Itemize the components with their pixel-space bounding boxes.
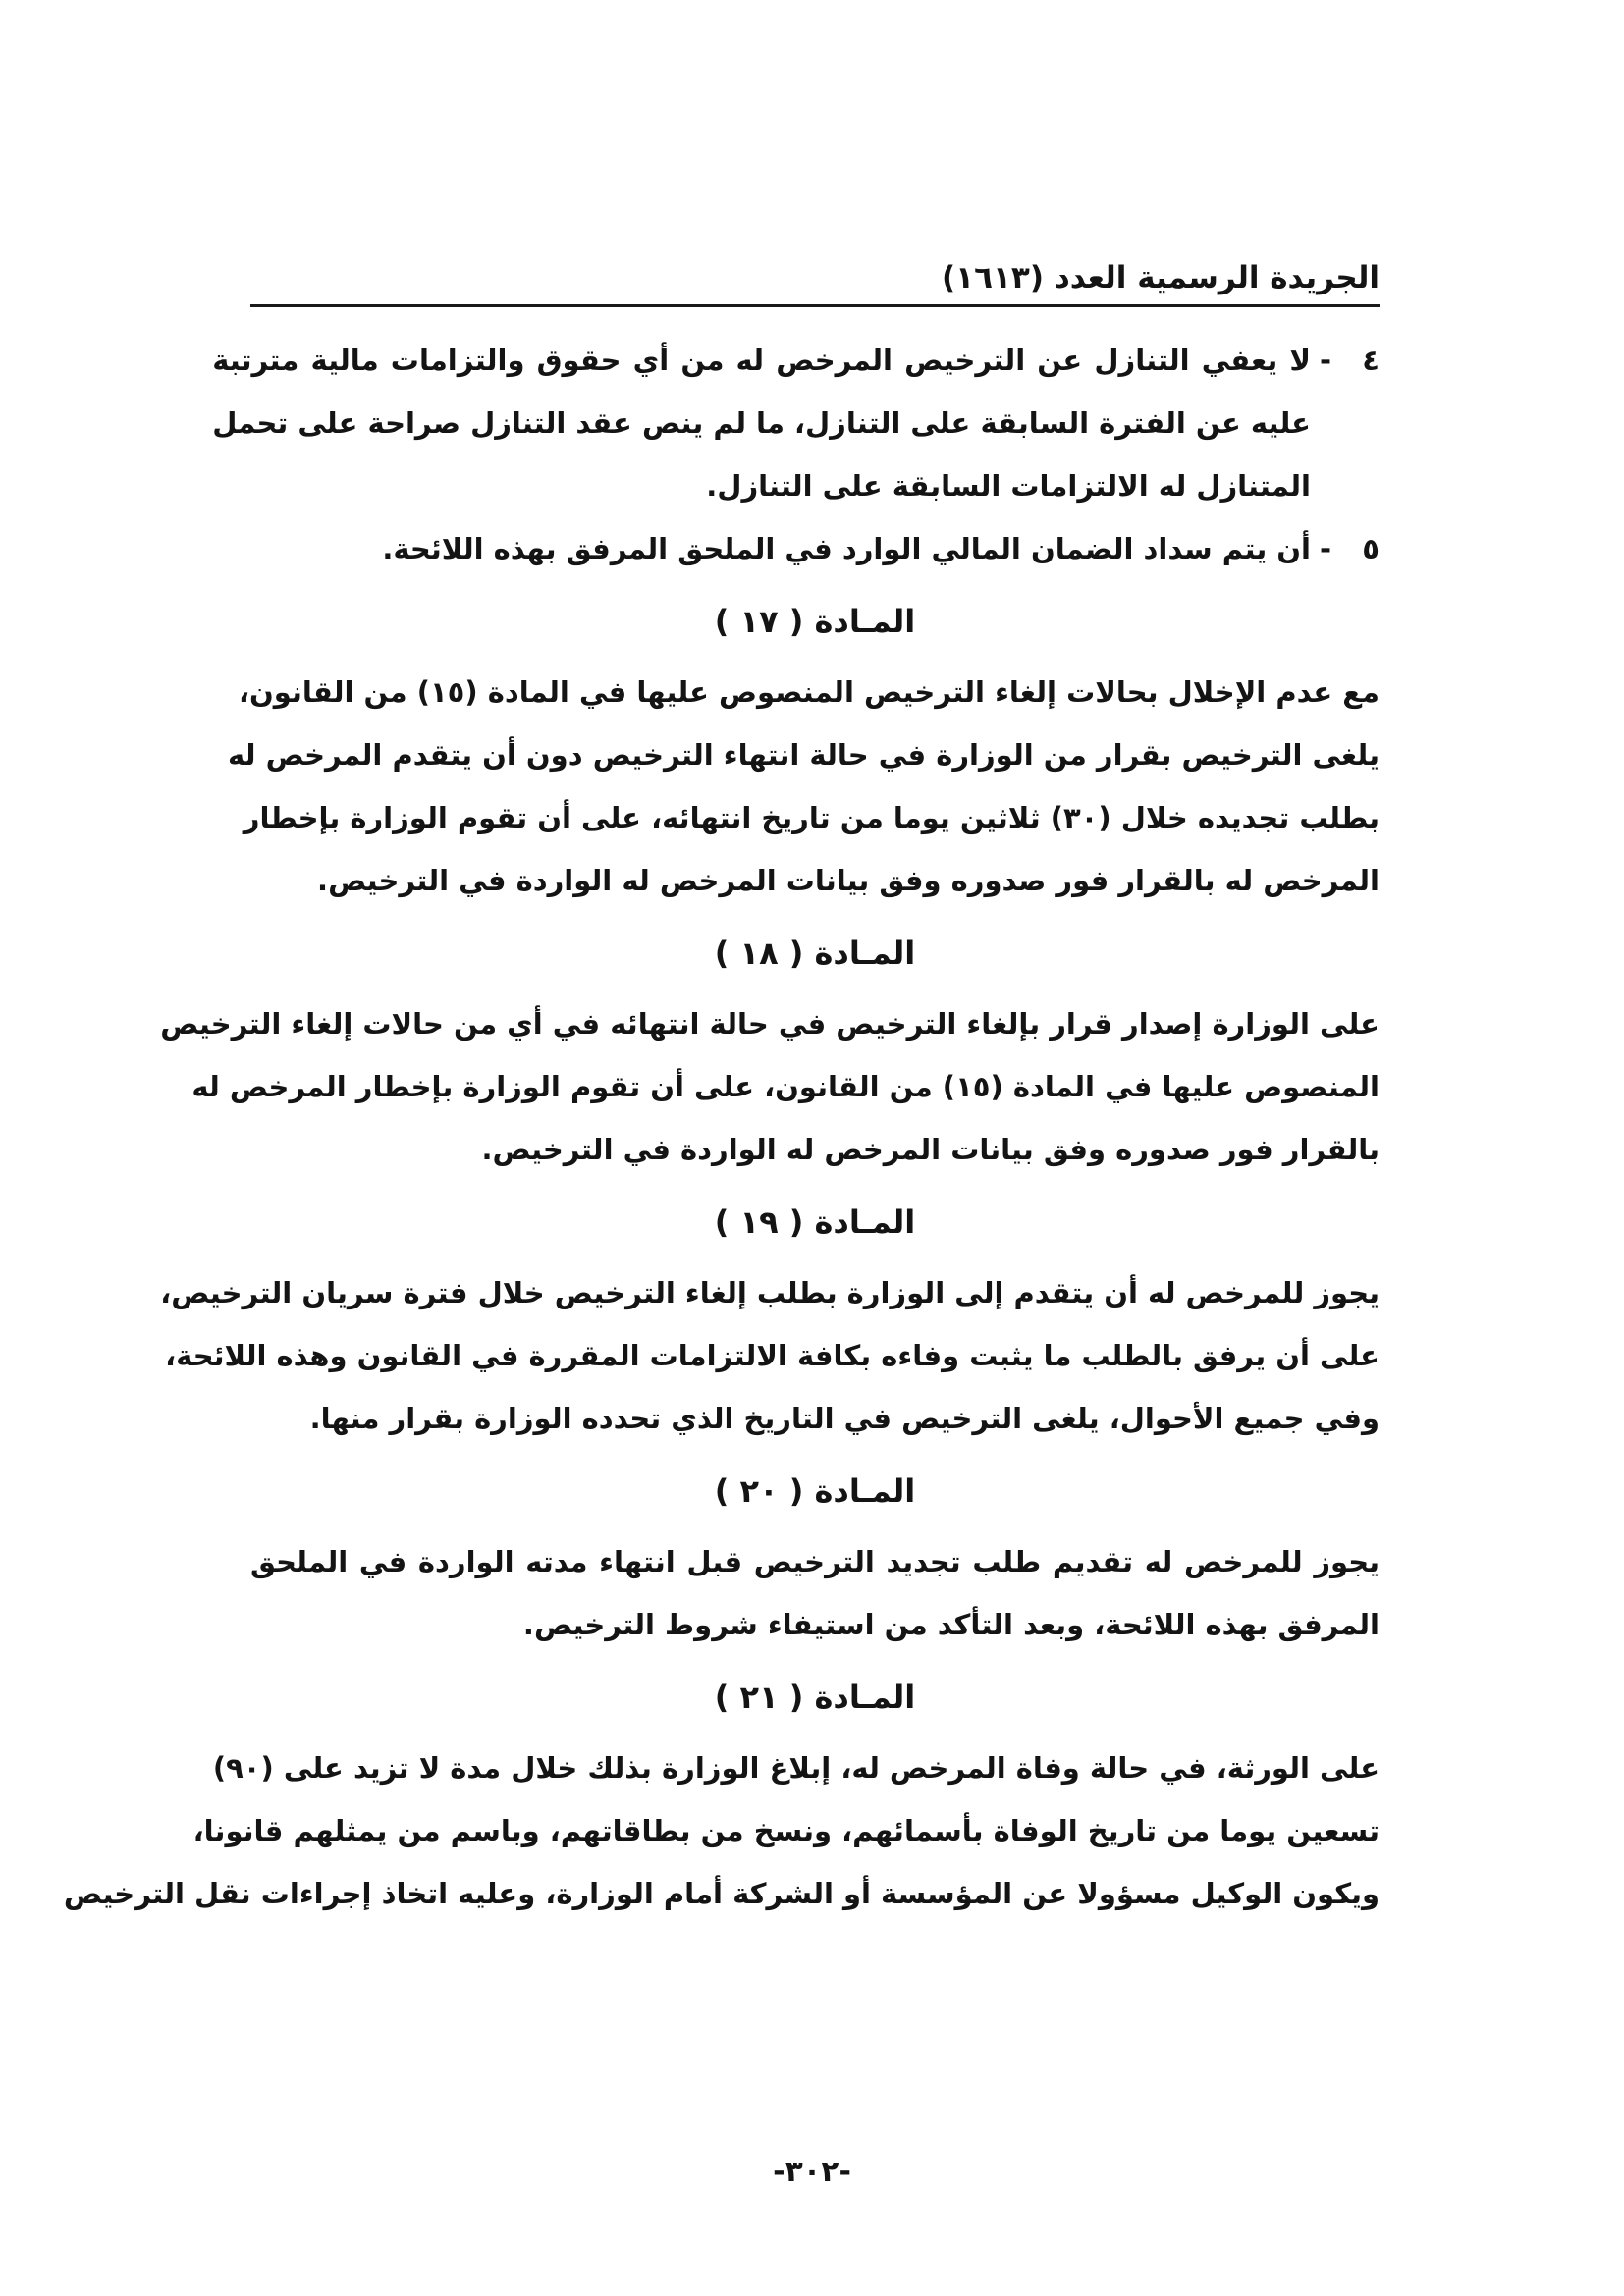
text-line: بالقرار فور صدوره وفق بيانات المرخص له الواردة في الترخيص. bbox=[481, 1133, 1380, 1166]
text-line: يجوز للمرخص له تقديم طلب تجديد الترخيص قبل انتهاء مدته الواردة في الملحق bbox=[250, 1545, 1380, 1578]
text-line: على الوزارة إصدار قرار بإلغاء الترخيص في حالة انتهائه في أي من حالات إلغاء الترخيص bbox=[160, 1007, 1380, 1041]
text-line: أن يتم سداد الضمان المالي الوارد في الملحق المرفق بهذه اللائحة. bbox=[382, 532, 1311, 565]
article-body-21 bbox=[63, 1736, 1380, 1925]
text-line: تسعين يوما من تاريخ الوفاة بأسمائهم، ونسخ من بطاقاتهم، وباسم من يمثلهم قانونا، bbox=[192, 1814, 1380, 1847]
article-heading-19: المـادة ( ١٩ ) bbox=[714, 1203, 916, 1241]
page-number: -٣٠٢- bbox=[773, 2155, 851, 2189]
text-line: مع عدم الإخلال بحالات إلغاء الترخيص المنصوص عليها في المادة (١٥) من القانون، bbox=[239, 675, 1380, 709]
text-line: عليه عن الفترة السابقة على التنازل، ما لم ينص عقد التنازل صراحة على تحمل bbox=[212, 406, 1311, 440]
item-number: ٥ bbox=[1362, 532, 1380, 565]
text-line: على الورثة، في حالة وفاة المرخص له، إبلاغ الوزارة بذلك خلال مدة لا تزيد على (٩٠) bbox=[212, 1751, 1380, 1785]
article-heading-20: المـادة ( ٢٠ ) bbox=[714, 1472, 916, 1510]
item-dash: - bbox=[1319, 532, 1332, 565]
text-line: المنصوص عليها في المادة (١٥) من القانون، على أن تقوم الوزارة بإخطار المرخص له bbox=[191, 1070, 1380, 1103]
list-item bbox=[250, 517, 1380, 580]
text-line: بطلب تجديده خلال (٣٠) ثلاثين يوما من تاريخ انتهائه، على أن تقوم الوزارة بإخطار bbox=[243, 801, 1380, 834]
page-content bbox=[63, 329, 1380, 1925]
item-dash: - bbox=[1319, 344, 1332, 377]
text-line: على أن يرفق بالطلب ما يثبت وفاءه بكافة الالتزامات المقررة في القانون وهذه اللائحة، bbox=[165, 1339, 1380, 1372]
item-number: ٤ bbox=[1362, 344, 1380, 377]
gazette-issue-title: الجريدة الرسمية العدد (١٦١٣) bbox=[942, 260, 1380, 295]
article-heading-18: المـادة ( ١٨ ) bbox=[714, 934, 916, 972]
article-body-20 bbox=[250, 1530, 1380, 1656]
text-line: المتنازل له الالتزامات السابقة على التنازل. bbox=[706, 469, 1311, 503]
text-line: وفي جميع الأحوال، يلغى الترخيص في التاريخ الذي تحدده الوزارة بقرار منها. bbox=[309, 1402, 1380, 1435]
item-text bbox=[382, 517, 1311, 580]
text-line: المرفق بهذه اللائحة، وبعد التأكد من استيفاء شروط الترخيص. bbox=[522, 1608, 1380, 1641]
page-header bbox=[250, 253, 1380, 307]
text-line: المرخص له بالقرار فور صدوره وفق بيانات المرخص له الواردة في الترخيص. bbox=[317, 864, 1380, 897]
article-body-18 bbox=[160, 992, 1380, 1181]
article-body-17 bbox=[228, 661, 1380, 912]
article-heading-17: المـادة ( ١٧ ) bbox=[714, 603, 916, 640]
text-line: ويكون الوكيل مسؤولا عن المؤسسة أو الشركة أمام الوزارة، وعليه اتخاذ إجراءات نقل الترخيص bbox=[63, 1877, 1380, 1910]
article-body-19 bbox=[160, 1261, 1380, 1450]
text-line: يجوز للمرخص له أن يتقدم إلى الوزارة بطلب إلغاء الترخيص خلال فترة سريان الترخيص، bbox=[160, 1276, 1380, 1309]
text-line: لا يعفي التنازل عن الترخيص المرخص له من أي حقوق والتزامات مالية مترتبة bbox=[212, 344, 1311, 377]
item-text bbox=[212, 329, 1311, 517]
header-divider bbox=[250, 304, 1380, 307]
list-item bbox=[212, 329, 1380, 517]
article-heading-21: المـادة ( ٢١ ) bbox=[714, 1679, 916, 1716]
text-line: يلغى الترخيص بقرار من الوزارة في حالة انتهاء الترخيص دون أن يتقدم المرخص له bbox=[228, 738, 1380, 772]
